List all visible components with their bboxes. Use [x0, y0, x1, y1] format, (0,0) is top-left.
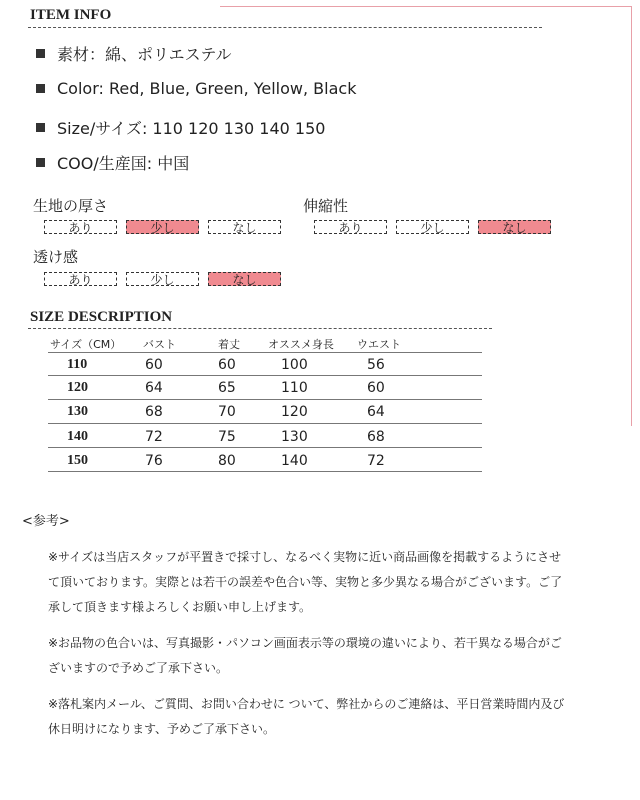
table-cell-bust: 76: [145, 453, 163, 469]
right-accent-line: [631, 6, 632, 426]
table-cell-length: 70: [218, 404, 236, 420]
reference-title: <参考>: [22, 514, 70, 529]
table-row-divider: [48, 471, 482, 472]
table-cell-length: 80: [218, 453, 236, 469]
bullet-color: [36, 79, 356, 98]
table-cell-height: 100: [281, 357, 308, 373]
reference-note-1: ※サイズは当店スタッフが平置きで採寸し、なるべく実物に近い商品画像を掲載するようにさせて頂いております。実際とは若干の誤差や色合い等、実物と多少異なる場合がございます。ご了承して頂きます様よろしくお願い申し上げます。: [48, 550, 563, 614]
table-cell-waist: 72: [367, 453, 385, 469]
item-info-title: ITEM INFO: [30, 7, 112, 23]
table-cell-height: 110: [281, 380, 308, 396]
thickness-option-ari: あり: [44, 220, 117, 234]
table-cell-size: 140: [67, 429, 88, 444]
reference-note-3: ※落札案内メール、ご質問、お問い合わせに ついて、弊社からのご連絡は、平日営業時間内及び休日明けになります、予めご了承下さい。: [48, 697, 565, 736]
stretch-label: 伸縮性: [303, 197, 349, 215]
bullet-color-text: Color: Red, Blue, Green, Yellow, Black: [57, 79, 357, 98]
bullet-square-icon: [36, 158, 45, 167]
bullet-coo-text: COO/生産国: 中国: [57, 154, 190, 173]
reference-note-2: ※お品物の色合いは、写真撮影・パソコン画面表示等の環境の違いにより、若干異なる場合がございますので予めご了承下さい。: [48, 636, 562, 675]
thickness-label: 生地の厚さ: [33, 197, 109, 215]
thickness-option-nashi: なし: [208, 220, 281, 234]
table-cell-length: 75: [218, 429, 236, 445]
table-row-divider: [48, 399, 482, 400]
table-cell-waist: 56: [367, 357, 385, 373]
header-bust: バスト: [143, 338, 176, 351]
stretch-option-sukoshi: 少し: [396, 220, 469, 234]
bullet-square-icon: [36, 84, 45, 93]
table-cell-size: 130: [67, 404, 88, 419]
table-cell-length: 65: [218, 380, 236, 396]
item-info-divider: [28, 27, 542, 28]
table-cell-waist: 68: [367, 429, 385, 445]
bullet-size-text: Size/サイズ: 110 120 130 140 150: [57, 119, 326, 138]
transparency-label: 透け感: [33, 248, 79, 266]
header-underline: [48, 352, 482, 353]
size-description-title: SIZE DESCRIPTION: [30, 309, 173, 325]
table-cell-waist: 64: [367, 404, 385, 420]
table-cell-bust: 72: [145, 429, 163, 445]
table-cell-size: 120: [67, 380, 88, 395]
table-cell-height: 120: [281, 404, 308, 420]
table-cell-bust: 64: [145, 380, 163, 396]
bullet-coo: [36, 151, 189, 174]
header-waist: ウエスト: [357, 338, 401, 351]
bullet-size: [36, 116, 325, 139]
table-cell-height: 130: [281, 429, 308, 445]
stretch-option-ari: あり: [314, 220, 387, 234]
table-cell-bust: 60: [145, 357, 163, 373]
header-length: 着丈: [218, 338, 240, 351]
bullet-square-icon: [36, 123, 45, 132]
table-cell-waist: 60: [367, 380, 385, 396]
bullet-square-icon: [36, 49, 45, 58]
header-recommended-height: オススメ身長: [268, 338, 334, 351]
thickness-option-sukoshi: 少し: [126, 220, 199, 234]
transparency-option-sukoshi: 少し: [126, 272, 199, 286]
transparency-option-nashi: なし: [208, 272, 281, 286]
table-cell-length: 60: [218, 357, 236, 373]
header-size: サイズ（CM）: [50, 338, 122, 351]
size-description-divider: [28, 328, 492, 329]
table-row-divider: [48, 423, 482, 424]
table-row-divider: [48, 375, 482, 376]
transparency-option-ari: あり: [44, 272, 117, 286]
table-cell-bust: 68: [145, 404, 163, 420]
table-cell-size: 150: [67, 453, 88, 468]
table-row-divider: [48, 447, 482, 448]
stretch-option-nashi: なし: [478, 220, 551, 234]
table-cell-size: 110: [67, 357, 88, 372]
bullet-material: [36, 42, 232, 65]
table-cell-height: 140: [281, 453, 308, 469]
top-accent-line: [220, 6, 632, 7]
bullet-material-text: 素材：綿、ポリエステル: [57, 45, 232, 64]
